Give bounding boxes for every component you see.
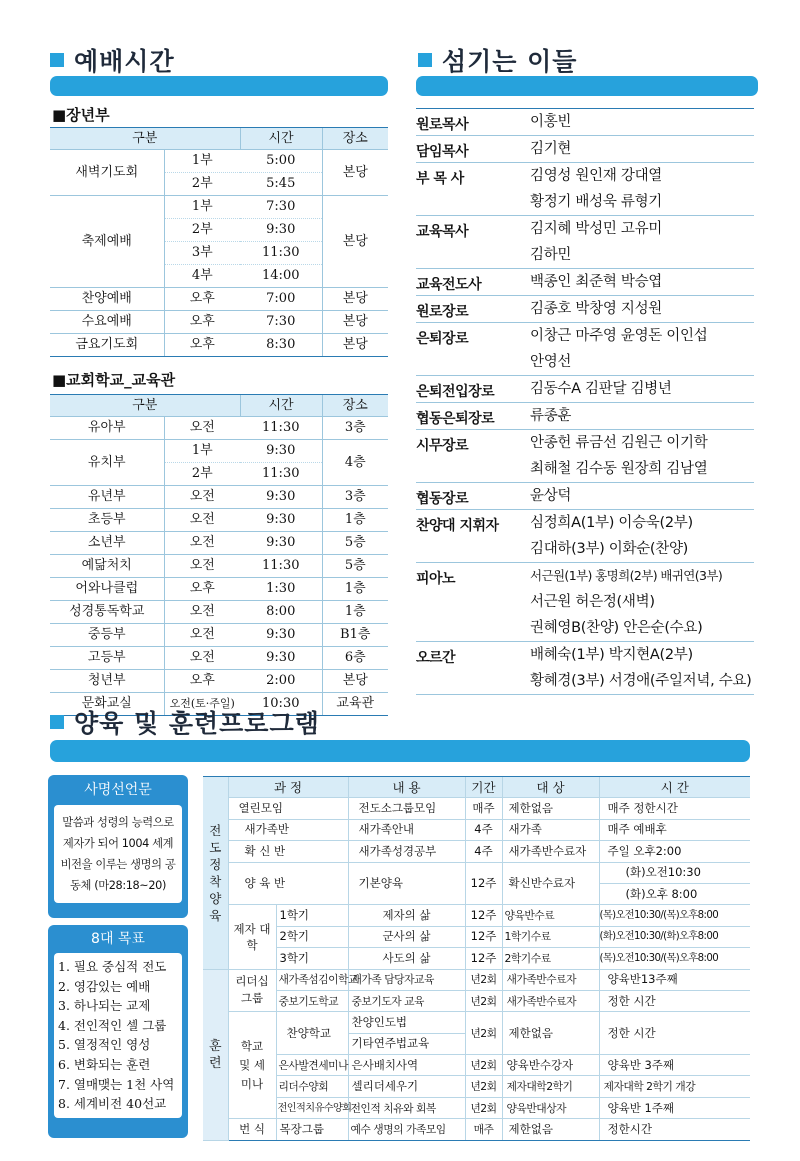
table-row	[203, 1055, 750, 1076]
server-name-line: 심정희A(1부) 이승욱(2부)	[530, 515, 693, 531]
table-row	[203, 905, 750, 926]
table-row	[50, 509, 388, 532]
period: 4주	[465, 819, 502, 840]
table-row	[50, 601, 388, 624]
table-row	[203, 841, 750, 862]
server-row	[416, 136, 754, 163]
target: 제한없음	[502, 798, 599, 819]
time: 9:30	[240, 624, 322, 647]
target: 확신반수료자	[502, 862, 599, 905]
training-program-table	[203, 776, 750, 1141]
session: 1부	[164, 196, 240, 219]
server-row	[416, 296, 754, 323]
period: 년2회	[465, 1076, 502, 1097]
time: 9:30	[240, 219, 322, 242]
content: 새가족 담당자교육	[348, 969, 465, 990]
mission-box	[48, 775, 188, 918]
content: 제자의 삶	[348, 905, 465, 926]
worship-section-title	[50, 42, 175, 78]
session: 1부	[164, 440, 240, 463]
place: B1층	[322, 624, 388, 647]
place: 1층	[322, 601, 388, 624]
servers-title-text: 섬기는 이들	[442, 47, 578, 76]
training-title-bar	[50, 740, 750, 762]
time: (화)오전10:30	[599, 862, 750, 883]
school-subtitle: ■교회학교_교육관	[52, 371, 176, 389]
mission-title: 사명선언문	[84, 782, 152, 798]
course-detail: 목장그룹	[276, 1119, 348, 1140]
server-role: 부 목 사	[416, 171, 464, 187]
target: 새가족반수료자	[502, 990, 599, 1011]
table-header-row	[203, 777, 750, 798]
time: 11:30	[240, 555, 322, 578]
time: 14:00	[240, 265, 322, 288]
period: 년2회	[465, 990, 502, 1011]
goal-item: 8. 세계비전 40선교	[58, 1096, 167, 1112]
side-label-text: 전도 정착 양육	[209, 822, 222, 923]
server-name-line: 김기현	[530, 141, 572, 157]
period: 12주	[465, 905, 502, 926]
place: 4층	[322, 440, 388, 486]
server-names	[530, 483, 754, 509]
server-name-line: 권혜영B(찬양) 안은순(수요)	[530, 620, 703, 636]
server-row	[416, 216, 754, 269]
session: 2부	[164, 463, 240, 486]
table-row	[203, 948, 750, 969]
server-name-line: 안영선	[530, 354, 572, 370]
session: 오전	[164, 555, 240, 578]
content: 중보기도자 교육	[348, 990, 465, 1011]
table-header-row	[50, 128, 388, 150]
place: 1층	[322, 509, 388, 532]
place: 본당	[322, 150, 388, 196]
table-row	[203, 819, 750, 840]
time: (화)오후 8:00	[599, 883, 750, 904]
server-row	[416, 376, 754, 403]
time: 매주 예배후	[599, 819, 750, 840]
server-role: 원로목사	[416, 117, 469, 133]
table-row	[50, 624, 388, 647]
time: 9:30	[240, 486, 322, 509]
school-table	[50, 394, 388, 716]
session: 오전	[164, 601, 240, 624]
server-names	[530, 430, 754, 482]
square-bullet-icon	[418, 53, 432, 67]
content: 찬양인도법	[348, 1012, 465, 1033]
server-name-line: 배혜숙(1부) 박지현A(2부)	[530, 647, 693, 663]
period: 4주	[465, 841, 502, 862]
server-name-line: 이창근 마주영 윤영돈 이인섭	[530, 328, 708, 344]
server-role: 시무장로	[416, 438, 469, 454]
server-names	[530, 136, 754, 162]
group-label: 리더십 그룹	[228, 969, 276, 1012]
server-name-line: 안종헌 류금선 김원근 이기학	[530, 435, 708, 451]
header-cell: 시간	[240, 395, 322, 417]
header-cell: 시간	[240, 128, 322, 150]
dept-name: 고등부	[50, 647, 164, 670]
server-names	[530, 323, 754, 375]
dept-name: 소년부	[50, 532, 164, 555]
server-name-line: 백종인 최준혁 박승엽	[530, 274, 662, 290]
period: 년2회	[465, 969, 502, 990]
side-label-text: 훈 련	[208, 1038, 222, 1071]
server-name-line: 이홍빈	[530, 114, 572, 130]
server-row	[416, 563, 754, 642]
table-row	[50, 311, 388, 334]
group-label: 제자 대학	[228, 905, 276, 969]
time: 양육반 1주째	[599, 1097, 750, 1118]
server-role: 협동은퇴장로	[416, 411, 495, 427]
server-role: 은퇴전입장로	[416, 384, 495, 400]
term: 1학기	[276, 905, 348, 926]
table-row	[203, 1097, 750, 1118]
session: 오전(토·주일)	[164, 693, 240, 716]
server-names	[530, 563, 754, 641]
goal-item: 1. 필요 중심적 전도	[58, 959, 167, 974]
servers-title-bar	[416, 76, 758, 96]
time: 7:30	[240, 311, 322, 334]
server-name-line: 서근원 허은정(새벽)	[530, 594, 655, 610]
time: (목)오전10:30/(목)오후8:00	[599, 948, 750, 969]
time: 정한 시간	[599, 990, 750, 1011]
course: 양 육 반	[228, 862, 348, 905]
session: 3부	[164, 242, 240, 265]
server-name-line: 황정기 배성욱 류형기	[530, 194, 662, 210]
dept-name: 예닮처치	[50, 555, 164, 578]
table-row	[50, 670, 388, 693]
table-row	[203, 798, 750, 819]
server-names	[530, 109, 754, 135]
server-name-line: 김종호 박창영 지성원	[530, 301, 662, 317]
time: 주일 오후2:00	[599, 841, 750, 862]
server-role: 교육목사	[416, 224, 469, 240]
target: 새가족	[502, 819, 599, 840]
dept-name: 어와나클럽	[50, 578, 164, 601]
time: 10:30	[240, 693, 322, 716]
time: 정한시간	[599, 1119, 750, 1140]
training-section-title	[50, 704, 320, 740]
place: 5층	[322, 555, 388, 578]
content: 군사의 삶	[348, 926, 465, 947]
period: 매주	[465, 1119, 502, 1140]
server-role: 교육전도사	[416, 277, 482, 293]
servers-list	[416, 108, 754, 695]
session: 오전	[164, 532, 240, 555]
table-row	[50, 532, 388, 555]
table-row	[203, 862, 750, 883]
session: 4부	[164, 265, 240, 288]
period: 년2회	[465, 1055, 502, 1076]
time: 9:30	[240, 509, 322, 532]
time: 11:30	[240, 242, 322, 265]
server-role: 찬양대 지휘자	[416, 518, 499, 534]
session: 오후	[164, 288, 240, 311]
course: 열린모임	[228, 798, 348, 819]
service-name: 축제예배	[50, 196, 164, 288]
content: 은사배치사역	[348, 1055, 465, 1076]
table-row	[203, 1076, 750, 1097]
session: 오전	[164, 486, 240, 509]
server-name-line: 최해철 김수동 원장희 김남열	[530, 461, 708, 477]
time: 정한 시간	[599, 1012, 750, 1055]
table-row	[50, 486, 388, 509]
dept-name: 문화교실	[50, 693, 164, 716]
table-row	[203, 1012, 750, 1033]
table-row	[203, 926, 750, 947]
server-row	[416, 430, 754, 483]
course: 새가족반	[228, 819, 348, 840]
service-name: 금요기도회	[50, 334, 164, 357]
course: 새가족섬김이학교	[276, 969, 348, 990]
server-name-line: 황혜경(3부) 서경애(주일저녁, 수요)	[530, 673, 752, 689]
dept-name: 초등부	[50, 509, 164, 532]
place: 6층	[322, 647, 388, 670]
content: 전인적 치유와 회복	[348, 1097, 465, 1118]
time: 9:30	[240, 440, 322, 463]
dept-name: 중등부	[50, 624, 164, 647]
server-row	[416, 510, 754, 563]
table-header-row	[50, 395, 388, 417]
server-names	[530, 216, 754, 268]
worship-title-bar	[50, 76, 388, 96]
content: 예수 생명의 가족모임	[348, 1119, 465, 1140]
server-role: 담임목사	[416, 144, 469, 160]
time: 9:30	[240, 532, 322, 555]
header-cell: 구분	[50, 128, 240, 150]
table-row	[50, 578, 388, 601]
table-row	[50, 334, 388, 357]
target: 제한없음	[502, 1119, 599, 1140]
time: 11:30	[240, 463, 322, 486]
period: 12주	[465, 926, 502, 947]
table-row	[50, 288, 388, 311]
content: 사도의 삶	[348, 948, 465, 969]
place: 본당	[322, 670, 388, 693]
mission-text: 말씀과 성령의 능력으로 제자가 되어 1004 세계 비전을 이루는 생명의 공동체 (마28:18~20)	[54, 805, 182, 903]
place: 1층	[322, 578, 388, 601]
server-row	[416, 323, 754, 376]
table-row	[203, 1119, 750, 1140]
content: 새가족성경공부	[348, 841, 465, 862]
table-row	[50, 555, 388, 578]
target: 1학기수료	[502, 926, 599, 947]
target: 새가족반수료자	[502, 841, 599, 862]
place: 본당	[322, 311, 388, 334]
server-row	[416, 642, 754, 695]
server-names	[530, 376, 754, 402]
time: 제자대학 2학기 개강	[599, 1076, 750, 1097]
place: 본당	[322, 196, 388, 288]
session: 1부	[164, 150, 240, 173]
server-role: 오르간	[416, 650, 456, 666]
term: 2학기	[276, 926, 348, 947]
time: 1:30	[240, 578, 322, 601]
course: 중보기도학교	[276, 990, 348, 1011]
goals-list	[54, 953, 182, 1118]
server-names	[530, 269, 754, 295]
goal-item: 4. 전인적인 셀 그룹	[58, 1017, 167, 1033]
goal-item: 3. 하나되는 교제	[58, 998, 151, 1014]
course: 번 식	[228, 1119, 276, 1140]
server-name-line: 윤상덕	[530, 488, 572, 504]
server-role: 협동장로	[416, 491, 469, 507]
session: 오후	[164, 578, 240, 601]
period: 12주	[465, 948, 502, 969]
goal-item: 5. 열정적인 영성	[58, 1037, 151, 1053]
table-row	[203, 969, 750, 990]
period: 년2회	[465, 1012, 502, 1055]
period: 년2회	[465, 1097, 502, 1118]
server-name-line: 김영성 원인재 강대열	[530, 168, 662, 184]
target: 양육반수강자	[502, 1055, 599, 1076]
server-row	[416, 483, 754, 510]
time: 7:00	[240, 288, 322, 311]
header-cell: 장소	[322, 395, 388, 417]
youth-worship-table	[50, 127, 388, 357]
course: 찬양학교	[276, 1012, 348, 1055]
server-name-line: 김하민	[530, 247, 572, 263]
server-role: 피아노	[416, 571, 456, 587]
table-row	[50, 417, 388, 440]
server-row	[416, 163, 754, 216]
table-row	[50, 196, 388, 219]
table-row	[50, 647, 388, 670]
server-names	[530, 296, 754, 322]
server-name-line: 김대하(3부) 이화순(찬양)	[530, 541, 689, 557]
dept-name: 청년부	[50, 670, 164, 693]
course: 리더수양회	[276, 1076, 348, 1097]
table-row	[203, 990, 750, 1011]
place: 5층	[322, 532, 388, 555]
dept-name: 유치부	[50, 440, 164, 486]
service-name: 수요예배	[50, 311, 164, 334]
term: 3학기	[276, 948, 348, 969]
goal-item: 7. 열매맺는 1천 사역	[58, 1076, 175, 1092]
dept-name: 유년부	[50, 486, 164, 509]
place: 3층	[322, 417, 388, 440]
time: 8:00	[240, 601, 322, 624]
session: 오전	[164, 509, 240, 532]
time: 9:30	[240, 647, 322, 670]
content: 셀리더세우기	[348, 1076, 465, 1097]
square-bullet-icon	[50, 715, 64, 729]
server-names	[530, 642, 754, 694]
server-name-line: 김지혜 박성민 고유미	[530, 221, 662, 237]
group-label: 학교 및 세미나	[228, 1012, 276, 1119]
session: 2부	[164, 219, 240, 242]
server-role: 은퇴장로	[416, 331, 469, 347]
target: 제한없음	[502, 1012, 599, 1055]
table-row	[50, 440, 388, 463]
header-cell: 시 간	[599, 777, 750, 798]
server-row	[416, 403, 754, 430]
service-name: 새벽기도회	[50, 150, 164, 196]
time: 양육반 3주째	[599, 1055, 750, 1076]
time: 11:30	[240, 417, 322, 440]
worship-title-text: 예배시간	[74, 47, 175, 76]
server-row	[416, 269, 754, 296]
header-cell: 내 용	[348, 777, 465, 798]
course: 확 신 반	[228, 841, 348, 862]
time: (목)오전10:30/(목)오후8:00	[599, 905, 750, 926]
session: 오후	[164, 670, 240, 693]
time: 7:30	[240, 196, 322, 219]
session: 오전	[164, 647, 240, 670]
server-name-line: 김동수A 김판달 김병년	[530, 381, 672, 397]
server-name-line: 류종훈	[530, 408, 572, 424]
place: 교육관	[322, 693, 388, 716]
target: 새가족반수료자	[502, 969, 599, 990]
header-cell: 구분	[50, 395, 240, 417]
course: 전인적치유수양회	[276, 1097, 348, 1118]
place: 3층	[322, 486, 388, 509]
time: 8:30	[240, 334, 322, 357]
server-names	[530, 163, 754, 215]
target: 양육반수료	[502, 905, 599, 926]
period: 12주	[465, 862, 502, 905]
content: 새가족안내	[348, 819, 465, 840]
time: 양육반13주째	[599, 969, 750, 990]
header-cell: 과 정	[228, 777, 348, 798]
place: 본당	[322, 334, 388, 357]
server-names	[530, 403, 754, 429]
time: 2:00	[240, 670, 322, 693]
goal-item: 6. 변화되는 훈련	[58, 1056, 151, 1072]
header-cell: 기간	[465, 777, 502, 798]
server-row	[416, 109, 754, 136]
servers-section-title	[418, 42, 577, 78]
course: 은사발견세미나	[276, 1055, 348, 1076]
session: 2부	[164, 173, 240, 196]
session: 오후	[164, 311, 240, 334]
session: 오후	[164, 334, 240, 357]
session: 오전	[164, 417, 240, 440]
content: 기본양육	[348, 862, 465, 905]
header-cell: 장소	[322, 128, 388, 150]
time: 매주 정한시간	[599, 798, 750, 819]
training-title-text: 양육 및 훈련프로그램	[74, 709, 320, 738]
table-row	[50, 150, 388, 173]
goals-title: 8대 목표	[91, 931, 145, 947]
session: 오전	[164, 624, 240, 647]
dept-name: 유아부	[50, 417, 164, 440]
content: 전도소그룹모임	[348, 798, 465, 819]
time: (화)오전10:30/(화)오후8:00	[599, 926, 750, 947]
side-label-training	[203, 969, 228, 1140]
time: 5:45	[240, 173, 322, 196]
youth-subtitle: ■장년부	[52, 106, 110, 124]
dept-name: 성경통독학교	[50, 601, 164, 624]
target: 양육반대상자	[502, 1097, 599, 1118]
goal-item: 2. 영감있는 예배	[58, 978, 151, 994]
target: 2학기수료	[502, 948, 599, 969]
service-name: 찬양예배	[50, 288, 164, 311]
server-names	[530, 510, 754, 562]
server-role: 원로장로	[416, 304, 469, 320]
side-label-outreach	[203, 777, 228, 970]
goals-box	[48, 925, 188, 1138]
period: 매주	[465, 798, 502, 819]
header-cell: 대 상	[502, 777, 599, 798]
place: 본당	[322, 288, 388, 311]
target: 제자대학2학기	[502, 1076, 599, 1097]
content: 기타연주법교육	[348, 1033, 465, 1054]
time: 5:00	[240, 150, 322, 173]
server-name-line: 서근원(1부) 홍명희(2부) 배귀연(3부)	[530, 568, 723, 583]
square-bullet-icon	[50, 53, 64, 67]
